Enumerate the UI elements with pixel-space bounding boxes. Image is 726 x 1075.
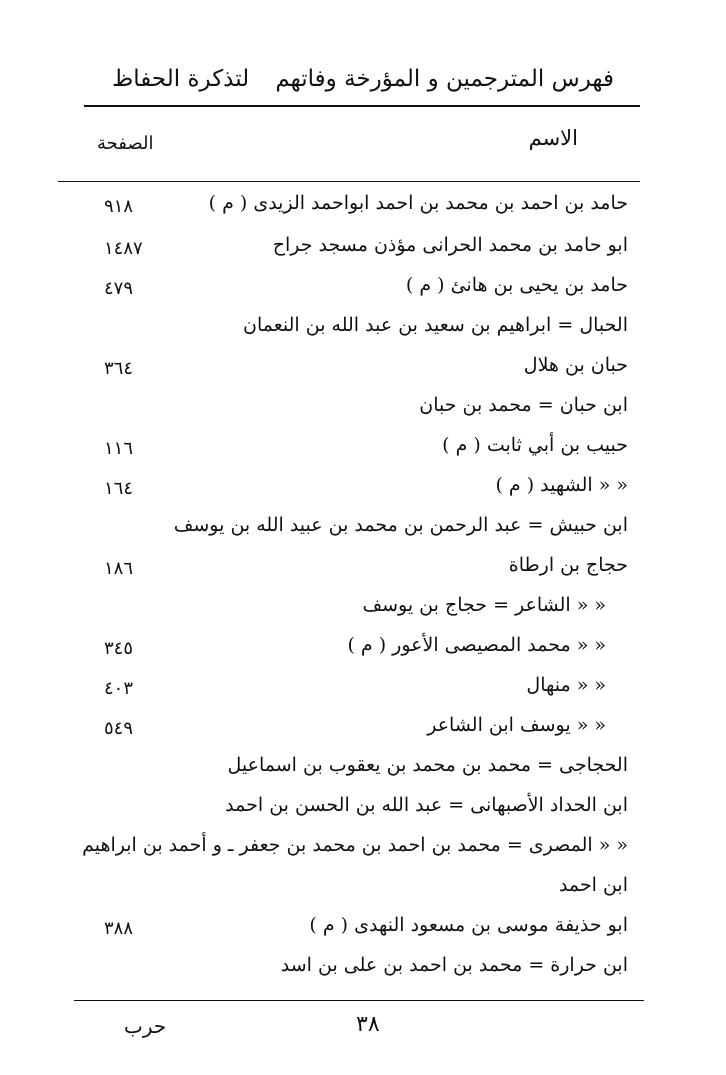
entry-name: حبان بن هلال bbox=[523, 354, 628, 376]
entry-page: ٤٠٣ bbox=[104, 678, 134, 699]
index-entry bbox=[0, 668, 726, 708]
entry-page: ٣٤٥ bbox=[104, 638, 134, 659]
entry-page: ٩١٨ bbox=[104, 196, 134, 217]
entry-page: ١٤٨٧ bbox=[104, 238, 143, 259]
entry-name: « « يوسف ابن الشاعر bbox=[427, 714, 606, 736]
index-entry bbox=[0, 908, 726, 948]
entry-name: « « منهال bbox=[526, 674, 606, 696]
footer-rule bbox=[74, 1000, 644, 1001]
entry-page: ١٦٤ bbox=[104, 478, 134, 499]
entry-name: الحبال = ابراهيم بن سعيد بن عبد الله بن النعمان bbox=[243, 314, 628, 336]
index-entry bbox=[0, 348, 726, 388]
index-entry bbox=[0, 628, 726, 668]
book-title: لتذكرة الحفاظ bbox=[112, 66, 250, 92]
column-header-page: الصفحة bbox=[97, 133, 154, 154]
entry-name: حامد بن يحيى بن هانئ ( م ) bbox=[405, 274, 628, 296]
entry-name: « « الشاعر = حجاج بن يوسف bbox=[362, 594, 606, 616]
index-entry bbox=[0, 948, 726, 988]
entry-name: ابن احمد bbox=[558, 874, 628, 896]
index-entry bbox=[0, 308, 726, 348]
entry-name: ابن حبان = محمد بن حبان bbox=[419, 394, 628, 416]
entry-page: ٣٦٤ bbox=[104, 358, 134, 379]
index-entry bbox=[0, 228, 726, 268]
entry-name: ابو حذيفة موسى بن مسعود النهدى ( م ) bbox=[309, 914, 628, 936]
index-entry bbox=[0, 748, 726, 788]
index-entry bbox=[0, 428, 726, 468]
entry-name: الحجاجى = محمد بن محمد بن يعقوب بن اسماعيل bbox=[227, 754, 628, 776]
index-entry bbox=[0, 548, 726, 588]
entry-name: ابن حبيش = عبد الرحمن بن محمد بن عبيد الله بن يوسف bbox=[173, 514, 628, 536]
index-entry bbox=[0, 388, 726, 428]
entry-name: حجاج بن ارطاة bbox=[508, 554, 628, 576]
entry-page: ٤٧٩ bbox=[104, 278, 134, 299]
entry-name: « « الشهيد ( م ) bbox=[495, 474, 628, 496]
column-header-name: الاسم bbox=[528, 126, 578, 150]
index-title: فهرس المترجمين و المؤرخة وفاتهم bbox=[275, 66, 614, 92]
index-entry bbox=[0, 588, 726, 628]
entry-name: ابن حرارة = محمد بن احمد بن على بن اسد bbox=[280, 954, 628, 976]
entry-page: ٣٨٨ bbox=[104, 918, 134, 939]
index-entry bbox=[0, 186, 726, 226]
entry-name: « « محمد المصيصى الأعور ( م ) bbox=[347, 634, 606, 656]
page-number: ٣٨ bbox=[356, 1012, 380, 1037]
entry-name: حامد بن احمد بن محمد بن احمد ابواحمد الزيدى ( م ) bbox=[208, 192, 628, 214]
entry-name: حبيب بن أبي ثابت ( م ) bbox=[442, 434, 628, 456]
entry-name: ابو حامد بن محمد الحرانى مؤذن مسجد جراح bbox=[272, 234, 628, 256]
header-rule bbox=[84, 105, 640, 107]
index-entry bbox=[0, 868, 726, 908]
index-entry bbox=[0, 268, 726, 308]
index-entry bbox=[0, 468, 726, 508]
index-entry bbox=[0, 828, 726, 868]
section-word: حرب bbox=[124, 1014, 167, 1038]
entry-page: ٥٤٩ bbox=[104, 718, 134, 739]
index-entry bbox=[0, 708, 726, 748]
entry-name: ابن الحداد الأصبهانى = عبد الله بن الحسن بن احمد bbox=[225, 794, 628, 816]
entry-page: ١٨٦ bbox=[104, 558, 134, 579]
index-entry bbox=[0, 508, 726, 548]
entry-name: « « المصرى = محمد بن احمد بن محمد بن جعفر ـ و أحمد بن ابراهيم bbox=[82, 834, 628, 856]
entry-page: ١١٦ bbox=[104, 438, 134, 459]
index-entry bbox=[0, 788, 726, 828]
column-header-rule bbox=[58, 181, 640, 182]
